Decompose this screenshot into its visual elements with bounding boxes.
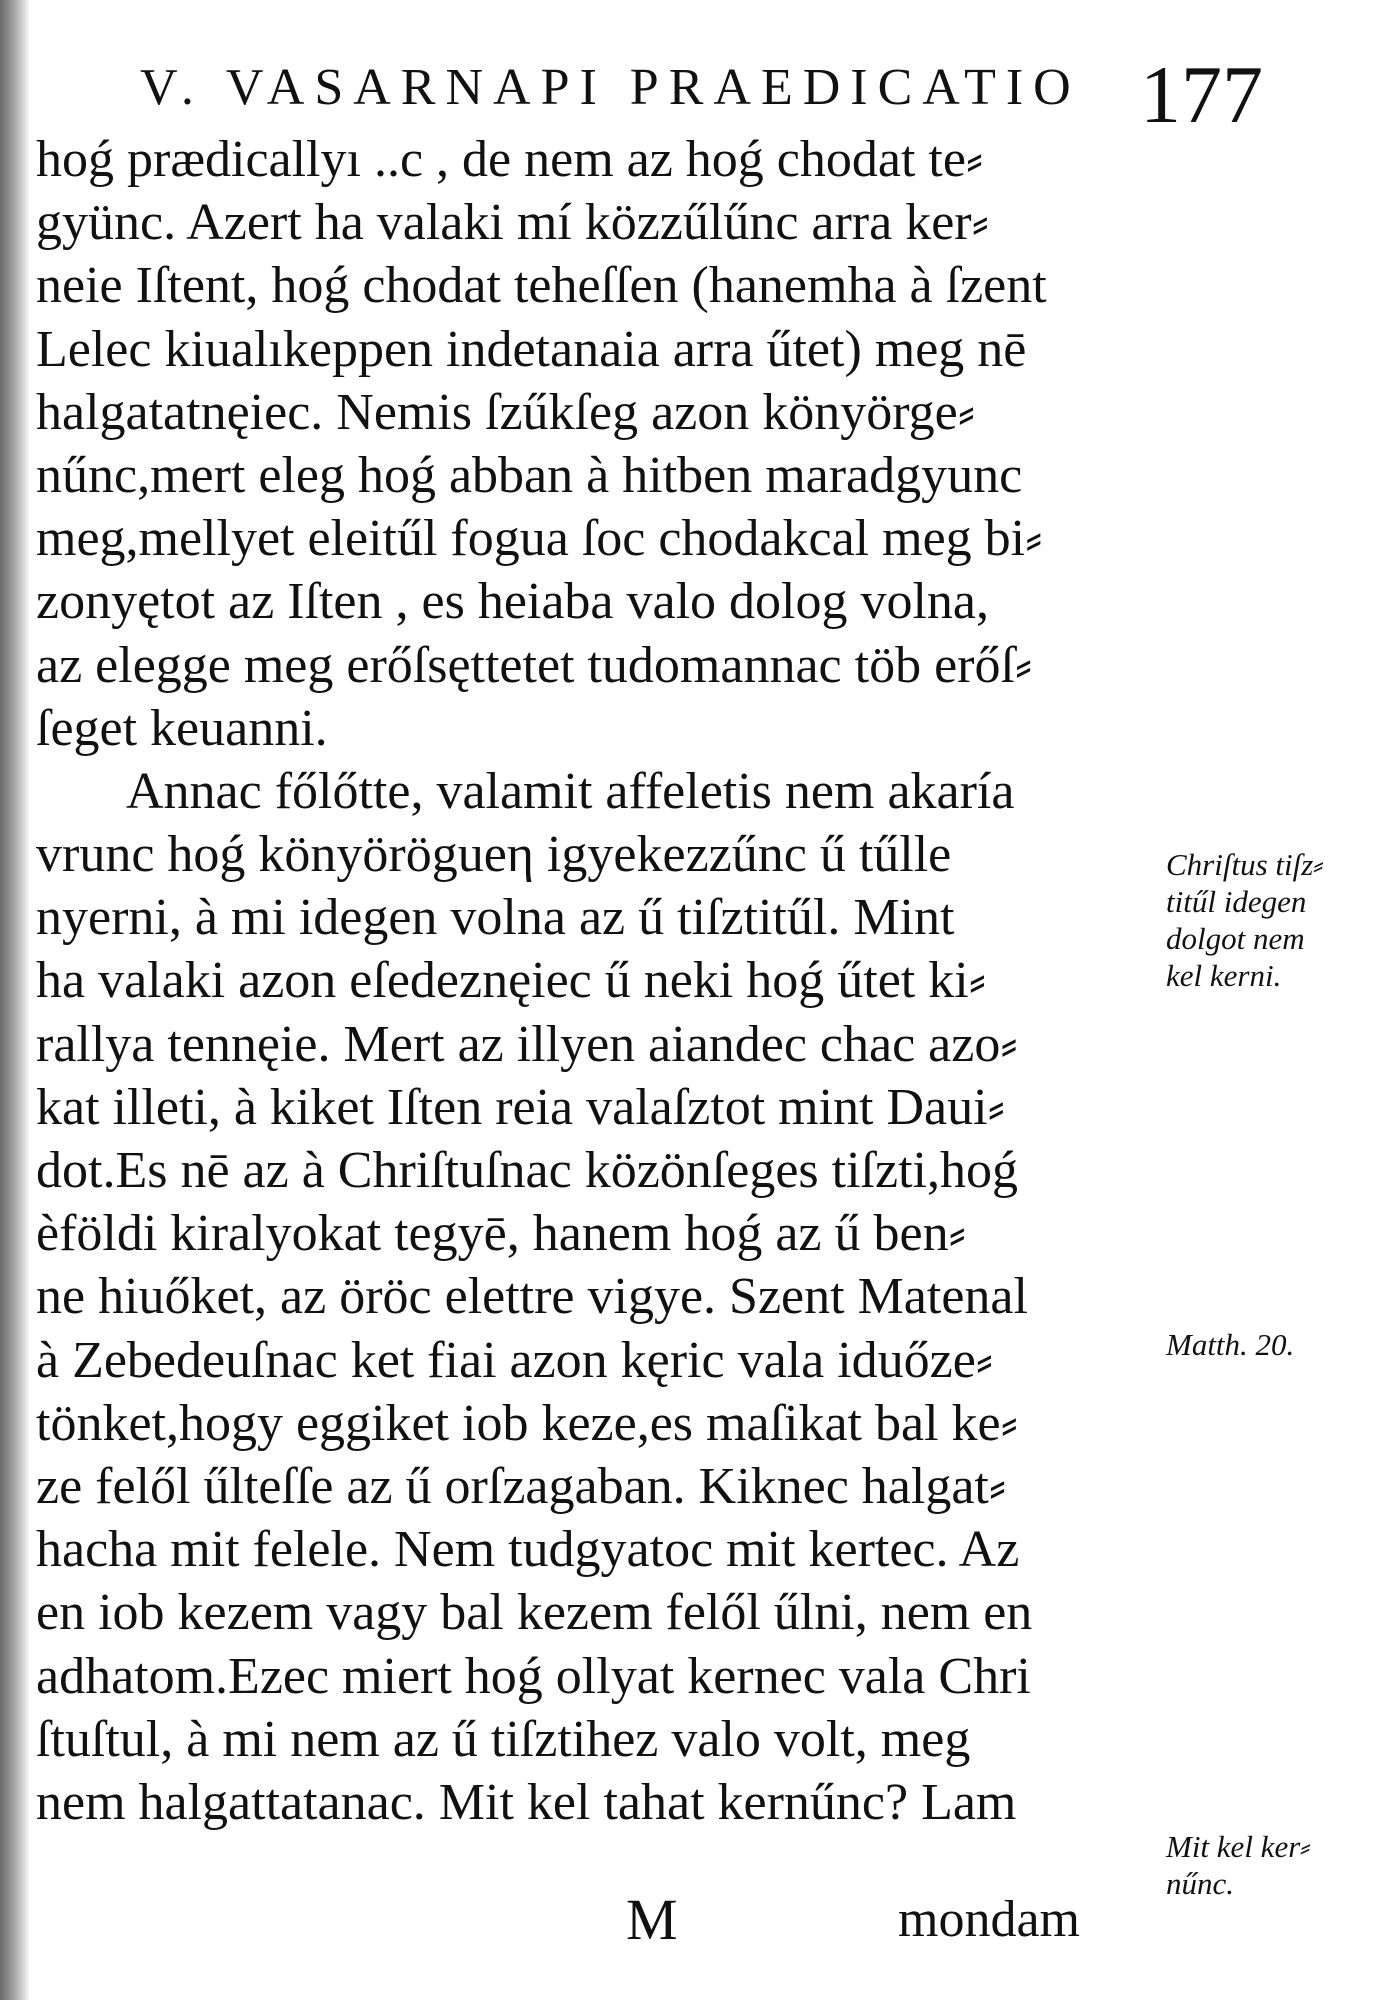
text-line: az elegge meg erőſsęttetet tudomannac töb erőſ⸗: [36, 636, 1033, 694]
text-line: Lelec kiualıkeppen indetanaia arra űtet) meg nē: [36, 320, 1027, 378]
text-line: ſtuſtul, à mi nem az ű tiſztihez valo volt, meg: [36, 1710, 971, 1768]
text-line: èföldi kiralyokat tegyē, hanem hoǵ az ű ben⸗: [36, 1205, 966, 1263]
margin-note-line: kel kerni.: [1166, 958, 1282, 993]
text-line: neie Iſtent, hoǵ chodat teheſſen (hanemha à ſzent: [36, 257, 1047, 315]
margin-note-line: Chriſtus tiſz⸗: [1166, 847, 1324, 882]
text-line: hoǵ prædicallyı ..c , de nem az hoǵ chodat te⸗: [36, 131, 984, 188]
page-number: 177: [1140, 49, 1263, 140]
margin-note-mit-kel: [1166, 1828, 1311, 1902]
text-line: dot.Es nē az à Chriſtuſnac közönſeges tiſzti,hoǵ: [36, 1142, 1018, 1199]
text-line: hacha mit felele. Nem tudgyatoc mit kertec. Az: [36, 1521, 1020, 1579]
margin-note-line: nűnc.: [1166, 1866, 1235, 1901]
text-line: meg,mellyet eleitűl fogua ſoc chodakcal meg bi⸗: [36, 510, 1043, 568]
text-line: kat illeti, à kiket Iſten reia valaſztot mint Daui⸗: [36, 1078, 1005, 1136]
text-line: à Zebedeuſnac ket fiai azon kęric vala iduőze⸗: [36, 1331, 994, 1389]
text-line: gyünc. Azert ha valaki mí közzűlűnc arra ker⸗: [36, 194, 989, 252]
margin-note-line: dolgot nem: [1166, 921, 1305, 956]
margin-note-line: titűl idegen: [1166, 884, 1307, 919]
text-line: adhatom.Ezec miert hoǵ ollyat kernec vala Chri: [36, 1647, 1031, 1705]
text-line: nem halgattatanac. Mit kel tahat kernűnc? Lam: [36, 1773, 1017, 1831]
margin-note-line: Mit kel ker⸗: [1166, 1829, 1311, 1864]
page-header: [130, 48, 1330, 138]
signature-mark: M: [626, 1887, 678, 1952]
text-line: ha valaki azon eſedeznęiec ű neki hoǵ űtet ki⸗: [36, 952, 987, 1010]
page-footer: [36, 1886, 1136, 1956]
text-line: nűnc,mert eleg hoǵ abban à hitben maradgyunc: [36, 446, 1023, 504]
body-text: [36, 128, 1324, 1901]
text-line: en iob kezem vagy bal kezem felől űlni, nem en: [36, 1584, 1033, 1642]
paragraph-start-line: Annac főlőtte, valamit affeletis nem akaría: [126, 762, 1015, 820]
text-line: zonyętot az Iſten , es heiaba valo dolog volna,: [36, 573, 990, 631]
running-head: V. VASARNAPI PRAEDICATIO: [140, 59, 1081, 116]
margin-note-christus: [1166, 846, 1324, 994]
margin-note-matthew: [1166, 1326, 1294, 1363]
text-line: ne hiuőket, az öröc elettre vigye. Szent Matenal: [36, 1268, 1028, 1326]
text-line: ſeget keuanni.: [36, 699, 328, 757]
text-line: vrunc hoǵ könyörögueη igyekezzűnc ű tűlle: [36, 826, 952, 884]
binding-shadow: [0, 0, 30, 2000]
text-line: ze felől űlteſſe az ű orſzagaban. Kiknec halgat⸗: [36, 1457, 1007, 1515]
text-line: rallya tennęie. Mert az illyen aiandec chac azo⸗: [36, 1015, 1018, 1073]
catchword: mondam: [898, 1891, 1080, 1948]
text-line: halgatatnęiec. Nemis ſzűkſeg azon könyörge⸗: [36, 383, 976, 441]
text-line: nyerni, à mi idegen volna az ű tiſztitűl. Mint: [36, 889, 955, 947]
text-line: tönket,hogy eggiket iob keze,es maſikat bal ke⸗: [36, 1394, 1018, 1452]
margin-note-line: Matth. 20.: [1166, 1327, 1295, 1362]
